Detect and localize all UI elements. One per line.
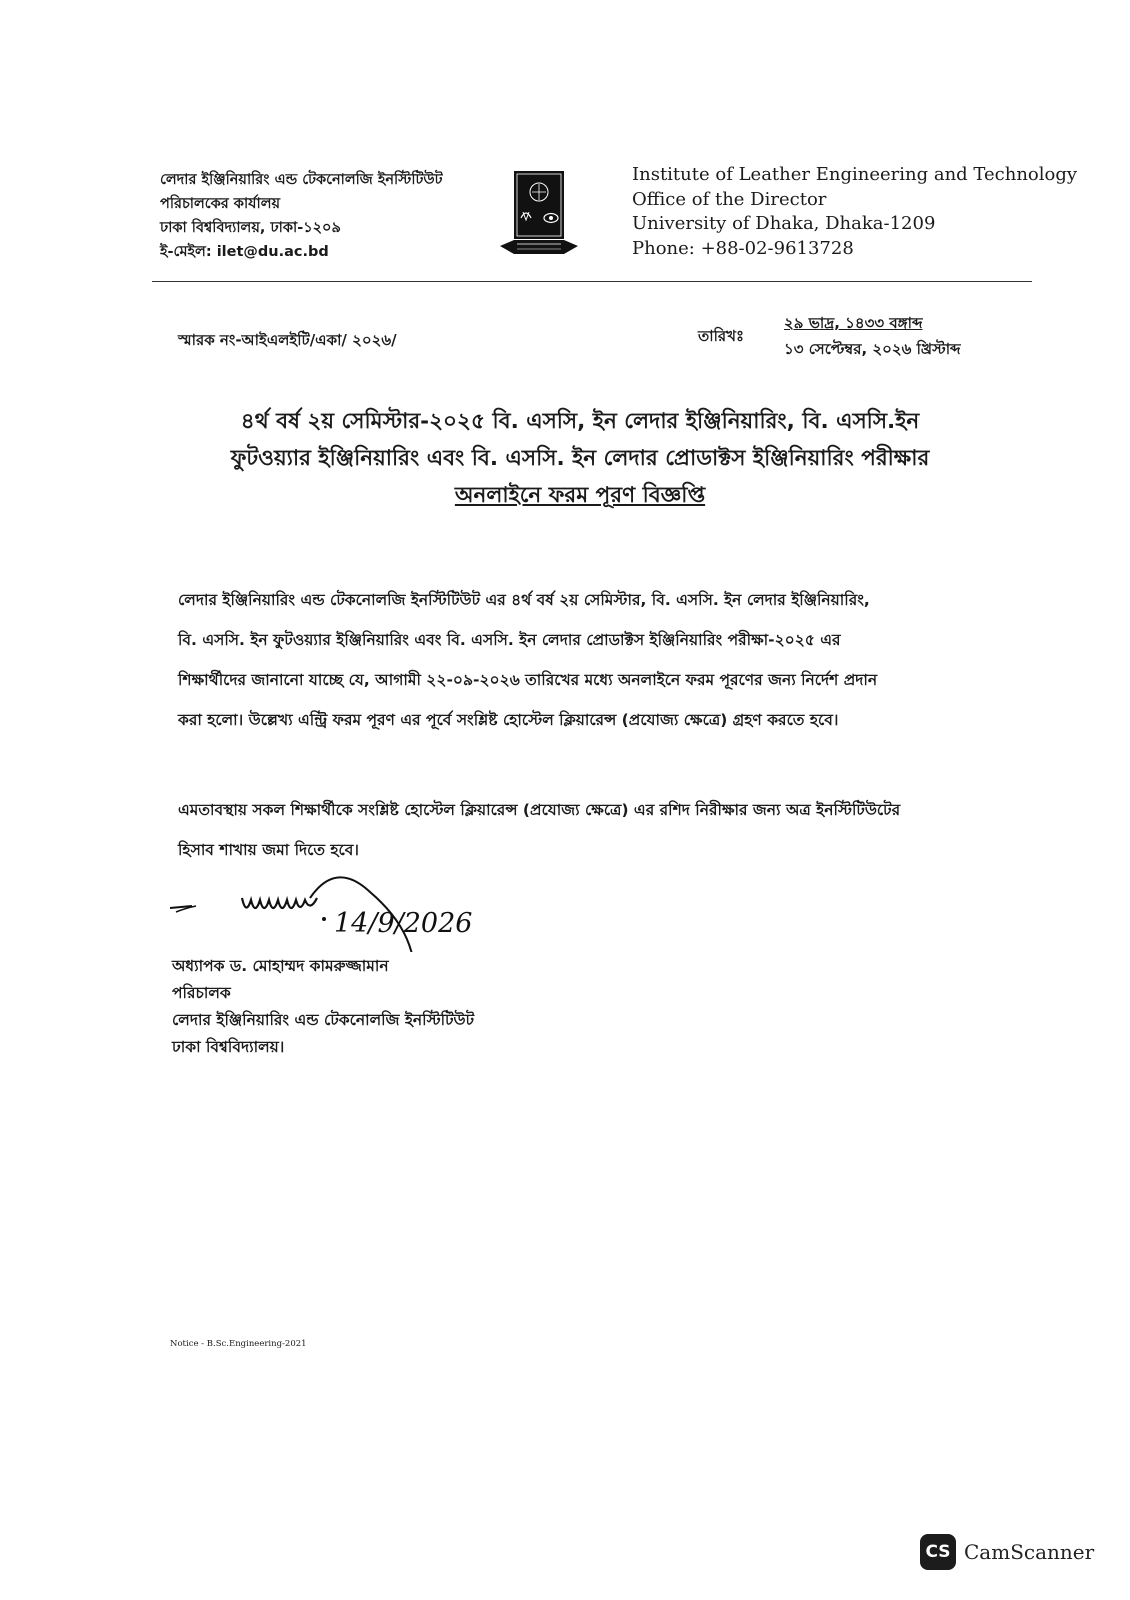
- handwritten-signature: [168, 872, 478, 952]
- camscanner-logo-icon: CS: [920, 1534, 956, 1570]
- signature-icon: [168, 872, 478, 952]
- university-address: University of Dhaka, Dhaka-1209: [632, 213, 936, 234]
- signatory-university: ঢাকা বিশ্ববিদ্যালয়।: [172, 1038, 285, 1056]
- notice-paragraph-1: [178, 580, 988, 740]
- office-name: Office of the Director: [632, 188, 827, 210]
- letterhead-bangla-line: পরিচালকের কার্যালয়: [160, 196, 281, 212]
- letterhead-bangla-line: লেদার ইঞ্জিনিয়ারিং এন্ড টেকনোলজি ইনস্টিটিউট: [160, 172, 443, 188]
- date-label: তারিখঃ: [698, 327, 744, 345]
- paragraph-line: এমতাবস্থায় সকল শিক্ষার্থীকে সংশ্লিষ্ট হোস্টেল ক্লিয়ারেন্স (প্রযোজ্য ক্ষেত্রে) এর রশিদ নিরীক্ষার জন্য অত্র ইনস্টিটিউটের: [178, 801, 901, 819]
- institute-name: Institute of Leather Engineering and Technology: [632, 164, 1078, 185]
- memo-number: স্মারক নং-আইএলইটি/একা/ ২০২৬/: [178, 331, 397, 349]
- date-english: ১৩ সেপ্টেম্বর, ২০২৬ খ্রিস্টাব্দ: [784, 340, 961, 358]
- signatory-designation: পরিচালক: [172, 984, 231, 1002]
- title-line-underlined: অনলাইনে ফরম পূরণ বিজ্ঞপ্তি: [454, 483, 706, 508]
- paragraph-line: করা হলো। উল্লেখ্য এন্ট্রি ফরম পূরণ এর পূর্বে সংশ্লিষ্ট হোস্টেল ক্লিয়ারেন্স (প্রযোজ্য ক্ষেত্রে) গ্রহণ করতে হবে।: [178, 711, 839, 729]
- letterhead-english: [632, 163, 1078, 261]
- header-divider: [152, 281, 1032, 282]
- date-bangla: ২৯ ভাদ্র, ১৪৩৩ বঙ্গাব্দ: [784, 314, 923, 332]
- signatory-block: [172, 953, 474, 1061]
- notice-paragraph-2: [178, 790, 988, 870]
- paragraph-line: শিক্ষার্থীদের জানানো যাচ্ছে যে, আগামী ২২-০৯-২০২৬ তারিখের মধ্যে অনলাইনে ফরম পূরণের জন্য নির্দেশ প্রদান: [178, 671, 878, 689]
- signatory-name: অধ্যাপক ড. মোহাম্মদ কামরুজ্জামান: [172, 957, 389, 975]
- letterhead-email: ই-মেইল: ilet@du.ac.bd: [160, 244, 329, 260]
- title-line: ফুটওয়্যার ইঞ্জিনিয়ারিং এবং বি. এসসি. ইন লেদার প্রোডাক্টস ইঞ্জিনিয়ারিং পরীক্ষার: [230, 446, 930, 471]
- footer-note: Notice - B.Sc.Engineering-2021: [170, 1339, 307, 1349]
- paragraph-line: বি. এসসি. ইন ফুটওয়্যার ইঞ্জিনিয়ারিং এবং বি. এসসি. ইন লেদার প্রোডাক্টস ইঞ্জিনিয়ারিং পরীক্ষা-২০২৫ এর: [178, 631, 841, 649]
- signature-date: 14/9/2026: [334, 908, 473, 939]
- notice-title: [150, 403, 1010, 514]
- phone-number: Phone: +88-02-9613728: [632, 237, 854, 259]
- signatory-institute: লেদার ইঞ্জিনিয়ারিং এন্ড টেকনোলজি ইনস্টিটিউট: [172, 1011, 475, 1029]
- title-line: ৪র্থ বর্ষ ২য় সেমিস্টার-২০২৫ বি. এসসি, ইন লেদার ইঞ্জিনিয়ারিং, বি. এসসি.ইন: [240, 409, 920, 434]
- letterhead-bangla-line: ঢাকা বিশ্ববিদ্যালয়, ঢাকা-১২০৯: [160, 220, 341, 236]
- camscanner-label: CamScanner: [964, 1540, 1095, 1564]
- camscanner-watermark: [920, 1534, 1094, 1570]
- paragraph-line: লেদার ইঞ্জিনিয়ারিং এন্ড টেকনোলজি ইনস্টিটিউট এর ৪র্থ বর্ষ ২য় সেমিস্টার, বি. এসসি. ইন লেদার ইঞ্জিনিয়ারিং,: [178, 591, 870, 609]
- paragraph-line: হিসাব শাখায় জমা দিতে হবে।: [178, 841, 359, 859]
- letterhead-bangla: [160, 168, 460, 264]
- university-seal-logo: [497, 168, 581, 264]
- seal-icon: [497, 168, 581, 264]
